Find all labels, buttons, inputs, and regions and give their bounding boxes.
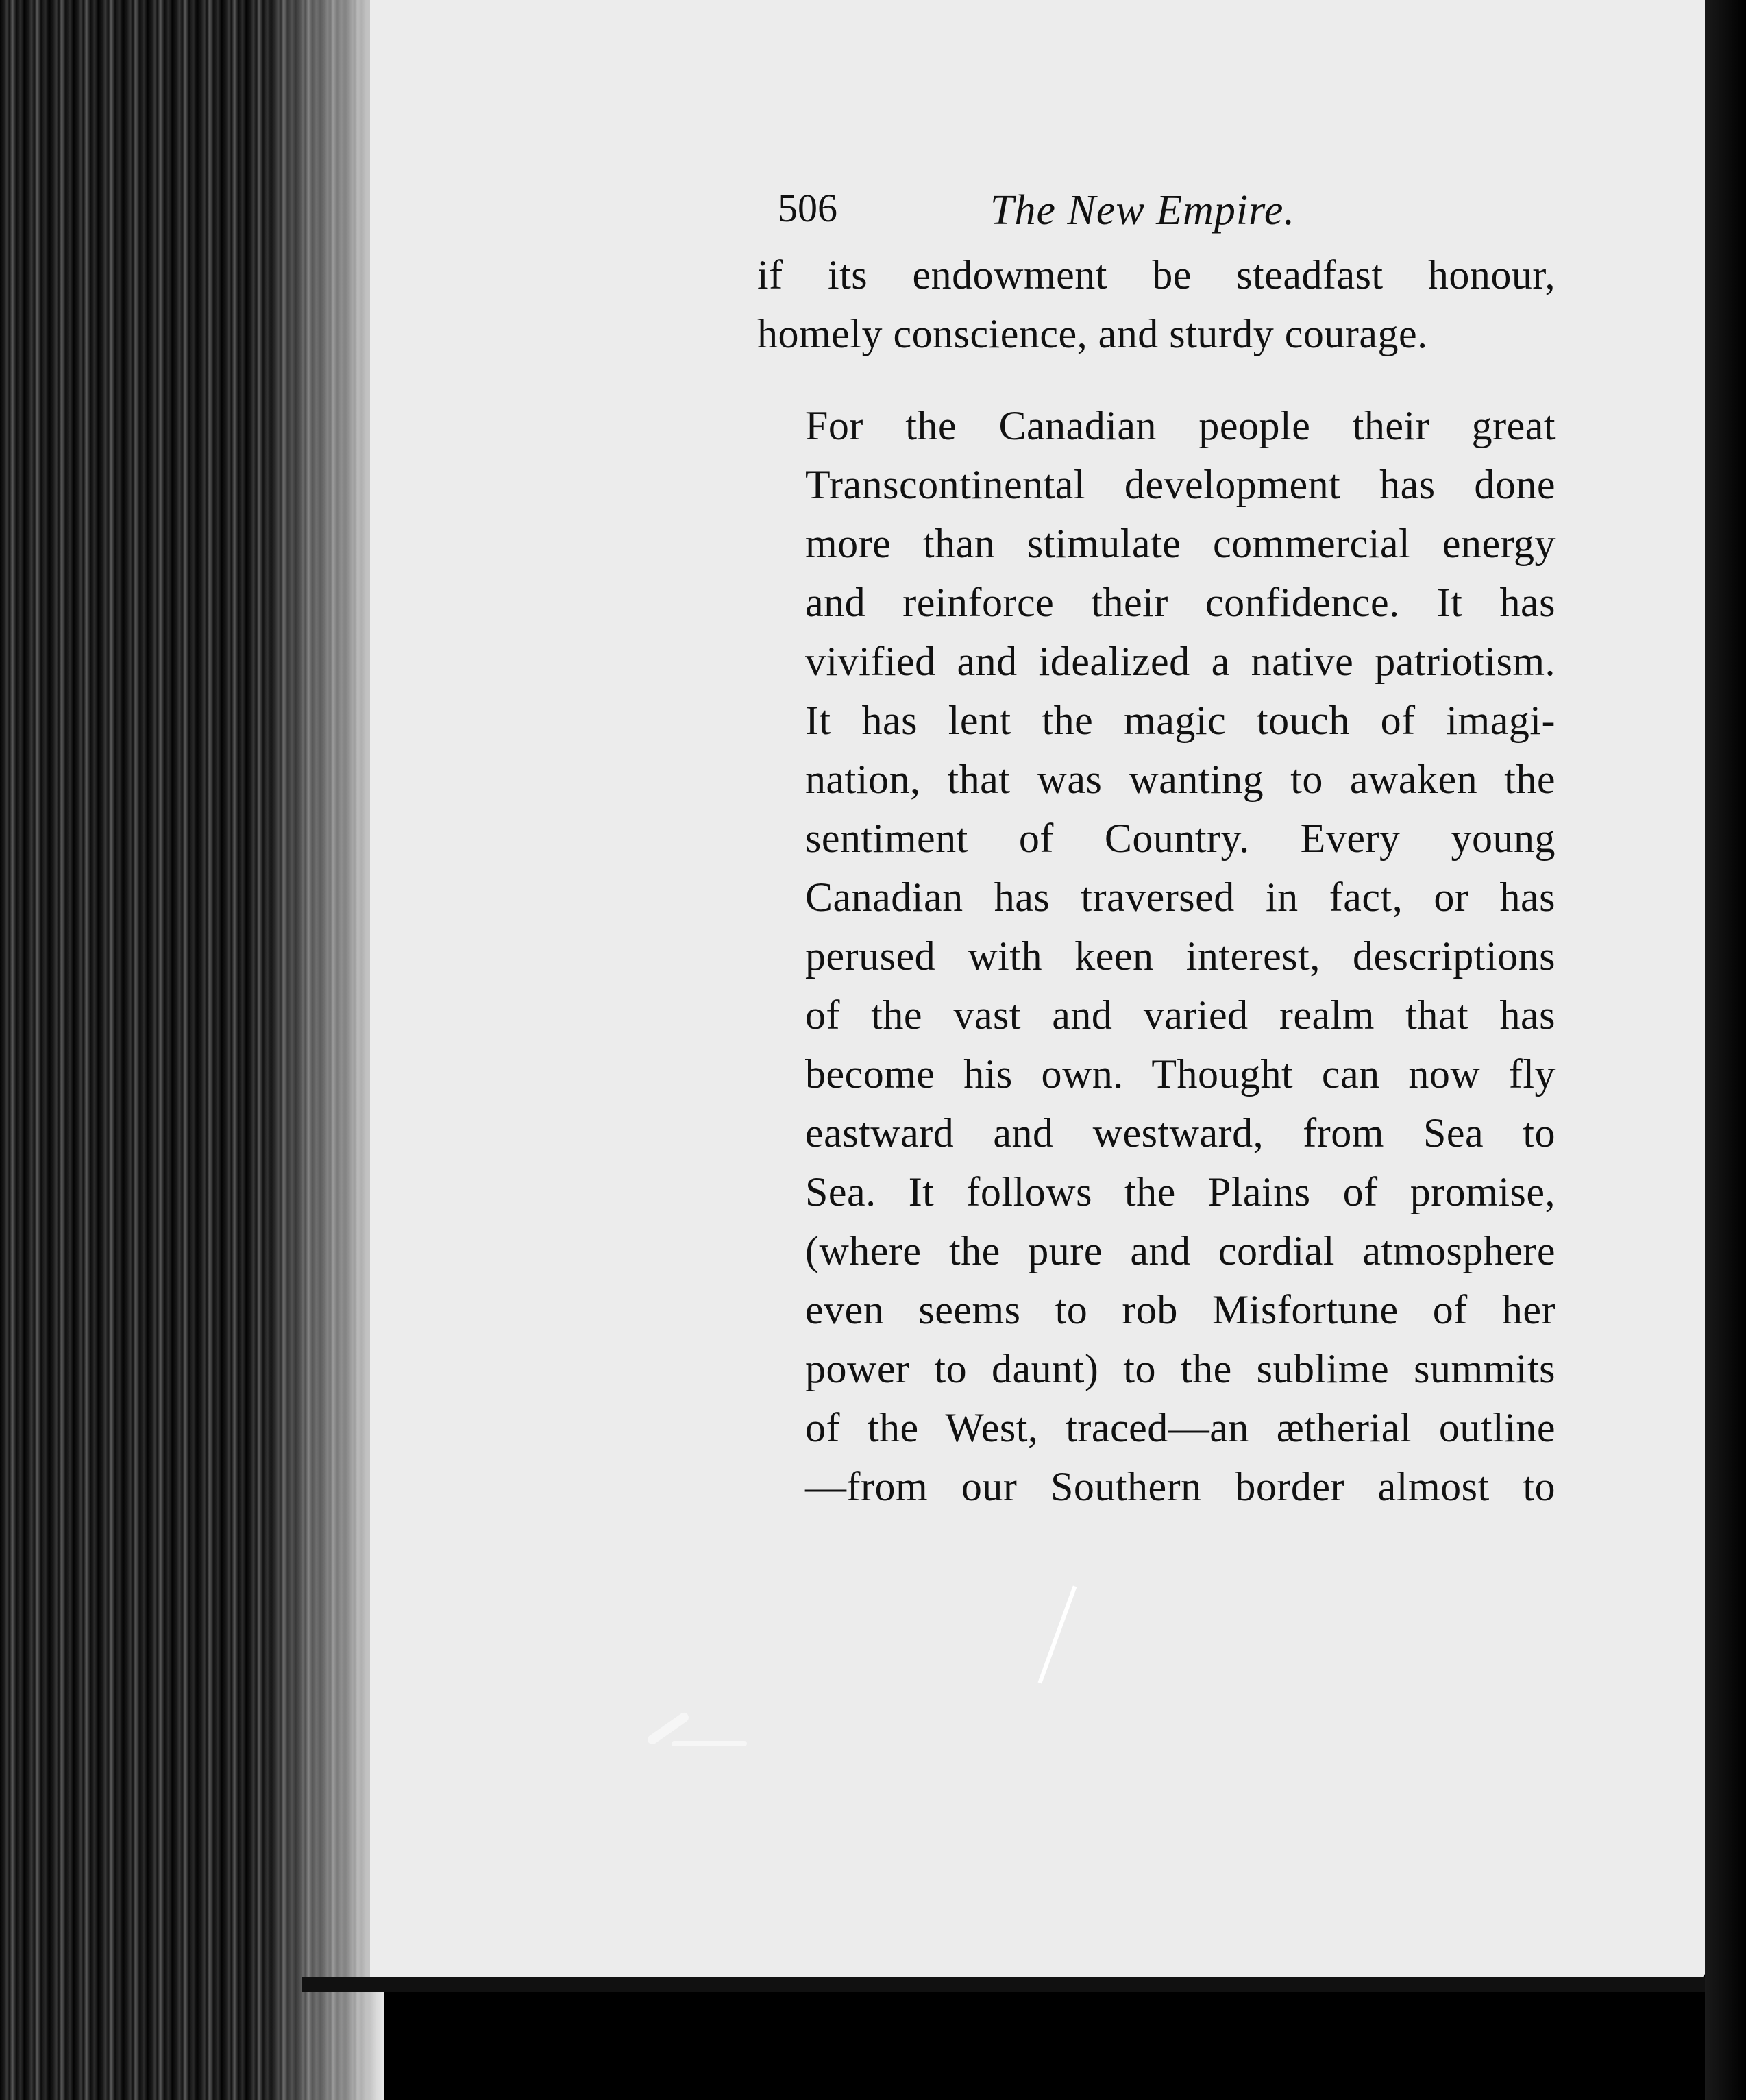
page-bottom-edge (302, 1977, 1713, 1992)
text-line: if its endowment be steadfast honour, (757, 252, 1556, 297)
text-line: —from our Southern border almost to (805, 1464, 1556, 1509)
paragraph (757, 396, 1556, 1516)
text-line: power to daunt) to the sublime summits (805, 1346, 1556, 1391)
text-line: perused with keen interest, descriptions (805, 933, 1556, 979)
scan-blot-mark (672, 1741, 747, 1746)
paragraph (757, 245, 1556, 363)
text-line: sentiment of Country. Every young (805, 816, 1556, 861)
text-line: nation, that was wanting to awaken the (805, 757, 1556, 802)
text-line: more than stimulate commercial energy (805, 521, 1556, 566)
running-title: The New Empire. (990, 187, 1295, 234)
page-number: 506 (778, 186, 837, 230)
right-margin-shadow (1705, 0, 1746, 2100)
running-head (757, 171, 1556, 247)
text-line: Sea. It follows the Plains of promise, (805, 1169, 1556, 1214)
text-line: and reinforce their confidence. It has (805, 580, 1556, 625)
text-line: For the Canadian people their great (805, 403, 1556, 448)
text-line: It has lent the magic touch of imagi- (805, 698, 1556, 743)
text-line: of the vast and varied realm that has (805, 992, 1556, 1038)
text-line: eastward and westward, from Sea to (805, 1110, 1556, 1156)
gutter-shading (260, 0, 384, 2100)
text-line: homely conscience, and sturdy courage. (757, 311, 1428, 356)
text-line: (where the pure and cordial atmosphere (805, 1228, 1556, 1273)
text-line: of the West, traced—an ætherial outline (805, 1405, 1556, 1450)
text-line: even seems to rob Misfortune of her (805, 1287, 1556, 1332)
text-line: become his own. Thought can now fly (805, 1051, 1556, 1097)
text-line: Transcontinental development has done (805, 462, 1556, 507)
text-line: Canadian has traversed in fact, or has (805, 875, 1556, 920)
text-line: vivified and idealized a native patriotism. (805, 639, 1556, 684)
page-text (757, 171, 1556, 1516)
